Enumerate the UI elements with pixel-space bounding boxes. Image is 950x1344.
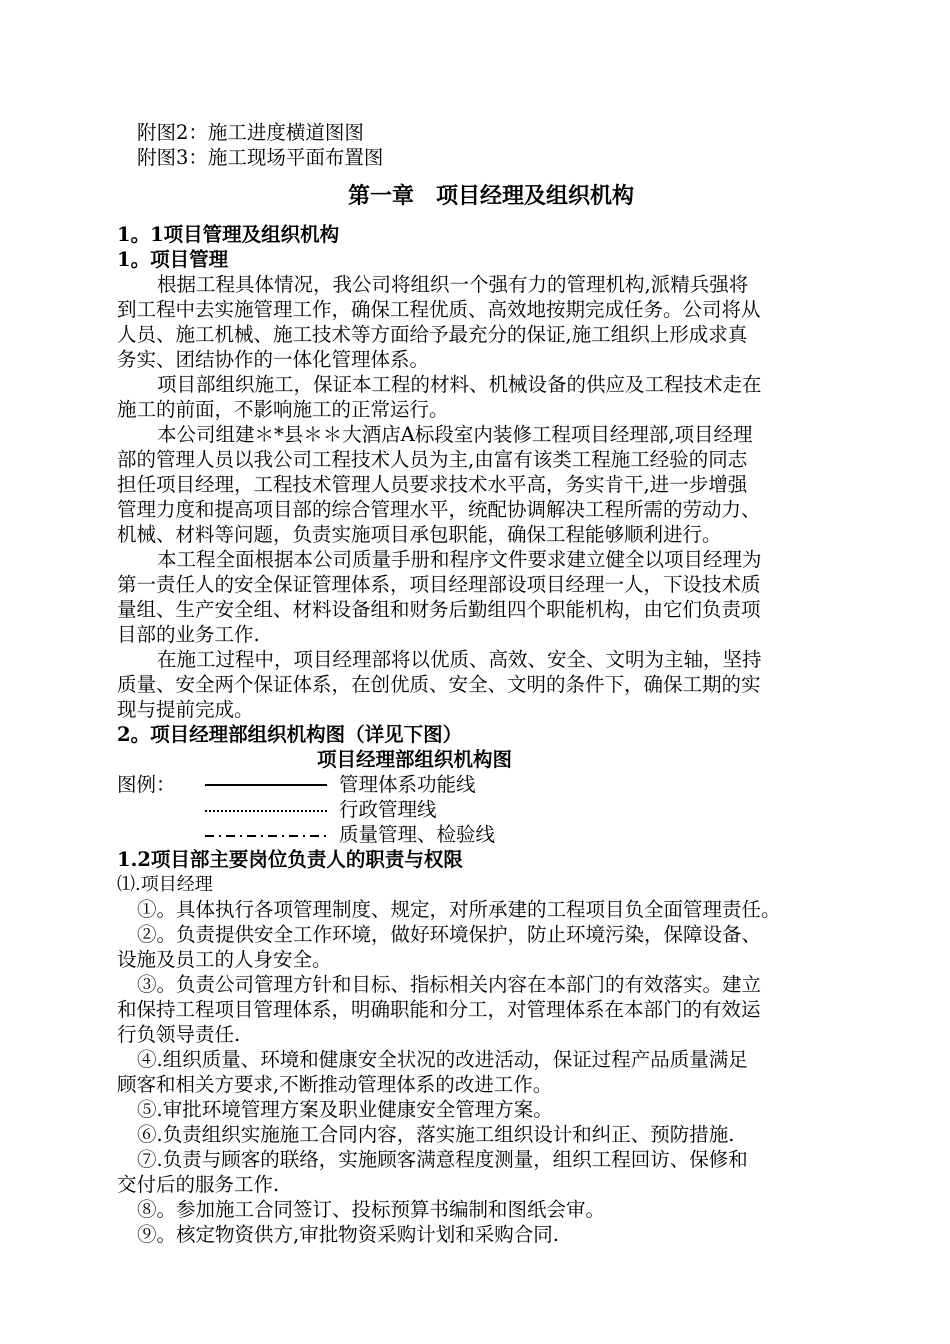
duty-item — [117, 1197, 865, 1222]
duty-line: ②。负责提供安全工作环境，做好环境保护，防止环境污染，保障设备、 — [137, 923, 762, 946]
appendix-item-3: 附图3：施工现场平面布置图 — [137, 146, 384, 169]
paragraph-line: 在施工过程中，项目经理部将以优质、高效、安全、文明为主轴，坚持 — [157, 648, 762, 671]
legend-row-administrative — [117, 797, 865, 822]
paragraph-line: 量组、生产安全组、材料设备组和财务后勤组四个职能机构，由它们负责项 — [117, 598, 761, 621]
paragraph-line: 根据工程具体情况，我公司将组织一个强有力的管理机构,派精兵强将 — [157, 273, 749, 296]
legend-text-quality: 质量管理、检验线 — [339, 823, 496, 846]
duty-line: 设施及员工的人身安全。 — [117, 948, 332, 971]
duty-item — [117, 1147, 865, 1197]
figure-title: 项目经理部组织机构图 — [317, 748, 513, 771]
duty-item — [117, 1097, 865, 1122]
legend-row-management — [117, 772, 865, 797]
section-heading-1-2: 1.2项目部主要岗位负责人的职责与权限 — [117, 848, 463, 871]
paragraph-line: 项目部组织施工，保证本工程的材料、机械设备的供应及工程技术走在 — [157, 373, 762, 396]
duty-item — [117, 1122, 865, 1147]
paragraph-line: 施工的前面，不影响施工的正常运行。 — [117, 398, 449, 421]
dash-dot-line-symbol — [205, 834, 327, 836]
duty-line: 交付后的服务工作. — [117, 1173, 280, 1196]
duty-line: 和保持工程项目管理体系，明确职能和分工，对管理体系在本部门的有效运 — [117, 998, 761, 1021]
legend-row-quality — [117, 822, 865, 847]
body-paragraph — [117, 372, 865, 422]
duty-line: ⑨。核定物资供方,审批物资采购计划和采购合同. — [137, 1223, 559, 1246]
dotted-line-symbol — [205, 810, 327, 812]
body-paragraph — [117, 547, 865, 647]
duty-line: ④.组织质量、环境和健康安全状况的改进活动，保证过程产品质量满足 — [137, 1048, 748, 1071]
paragraph-line: 务实、团结协作的一体化管理体系。 — [117, 348, 430, 371]
subsection-heading-org-chart: 2。项目经理部组织机构图（详见下图） — [117, 723, 463, 746]
duties-list — [117, 897, 865, 1247]
paragraph-line: 目部的业务工作. — [117, 623, 260, 646]
role-label-project-manager: ⑴.项目经理 — [117, 874, 213, 895]
duty-line: ③。负责公司管理方针和目标、指标相关内容在本部门的有效落实。建立 — [137, 973, 762, 996]
subsection-heading-project-management: 1。项目管理 — [117, 248, 229, 271]
duty-line: ①。具体执行各项管理制度、规定，对所承建的工程项目负全面管理责任。 — [137, 898, 781, 921]
body-paragraph — [117, 647, 865, 722]
paragraph-line: 担任项目经理，工程技术管理人员要求技术水平高，务实肯干,进一步增强 — [117, 473, 748, 496]
legend-text-management: 管理体系功能线 — [339, 773, 476, 796]
appendix-item-2: 附图2：施工进度横道图图 — [137, 121, 364, 144]
paragraph-line: 质量、安全两个保证体系，在创优质、安全、文明的条件下，确保工期的实 — [117, 673, 761, 696]
chapter-title: 第一章 项目经理及组织机构 — [347, 183, 634, 209]
duty-line: ⑤.审批环境管理方案及职业健康安全管理方案。 — [137, 1098, 553, 1121]
body-paragraphs — [117, 272, 865, 722]
body-paragraph — [117, 272, 865, 372]
paragraph-line: 到工程中去实施管理工作，确保工程优质、高效地按期完成任务。公司将从 — [117, 298, 761, 321]
paragraph-line: 人员、施工机械、施工技术等方面给予最充分的保证,施工组织上形成求真 — [117, 323, 748, 346]
duty-item — [117, 897, 865, 922]
duty-line: 顾客和相关方要求,不断推动管理体系的改进工作。 — [117, 1073, 553, 1096]
paragraph-line: 机械、材料等问题，负责实施项目承包职能，确保工程能够顺利进行。 — [117, 523, 722, 546]
body-paragraph — [117, 422, 865, 547]
duty-line: 行负领导责任. — [117, 1023, 241, 1046]
paragraph-line: 部的管理人员以我公司工程技术人员为主,由富有该类工程施工经验的同志 — [117, 448, 748, 471]
document-page — [117, 120, 865, 1247]
solid-line-symbol — [205, 784, 327, 786]
paragraph-line: 第一责任人的安全保证管理体系，项目经理部设项目经理一人，下设技术质 — [117, 573, 761, 596]
paragraph-line: 管理力度和提高项目部的综合管理水平，统配协调解决工程所需的劳动力、 — [117, 498, 761, 521]
duty-item — [117, 1047, 865, 1097]
paragraph-line: 本工程全面根据本公司质量手册和程序文件要求建立健全以项目经理为 — [157, 548, 762, 571]
paragraph-line: 本公司组建＊*县＊＊大酒店A标段室内装修工程项目经理部,项目经理 — [157, 423, 753, 446]
legend-text-administrative: 行政管理线 — [339, 798, 437, 821]
duty-line: ⑧。参加施工合同签订、投标预算书编制和图纸会审。 — [137, 1198, 606, 1221]
duty-item — [117, 922, 865, 972]
duty-item — [117, 972, 865, 1047]
duty-line: ⑥.负责组织实施施工合同内容，落实施工组织设计和纠正、预防措施. — [137, 1123, 735, 1146]
legend-label: 图例： — [117, 773, 176, 796]
section-heading-1-1: 1。1项目管理及组织机构 — [117, 223, 340, 246]
duty-line: ⑦.负责与顾客的联络，实施顾客满意程度测量，组织工程回访、保修和 — [137, 1148, 748, 1171]
paragraph-line: 现与提前完成。 — [117, 698, 254, 721]
duty-item — [117, 1222, 865, 1247]
